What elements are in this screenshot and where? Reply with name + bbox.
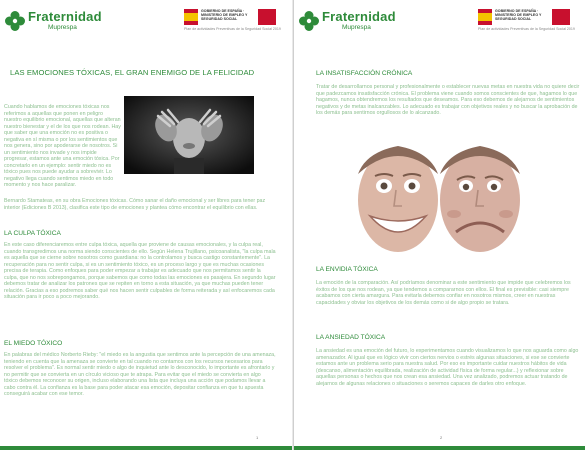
section-body: La ansiedad es una emoción del futuro, lo experimentamos cuando visualizamos lo que nos aguarda como algo amenazador. Al igual que es lógico vivir con ciertos nervios o estrés algunas situaciones, si ese se convierte estamos ante un problema serio para nuestra salud. Por eso es importante cuidar nuestros hábitos de vida (descanso, alimentación equilibrada, realización de actividad física de forma regular...) y reflexionar sobre aquellas personas o hechos que nos crean esa ansiedad. Una vez analizado, podremos actuar tratando de alejarnos de algunas relaciones o situaciones o seremos capaces de darles otro enfoque. xyxy=(316,348,579,387)
page-right xyxy=(293,0,585,450)
section-heading: EL MIEDO TÓXICO xyxy=(4,340,63,347)
spain-flag-icon xyxy=(184,9,198,25)
footer-bar xyxy=(0,446,292,450)
page-header xyxy=(0,8,292,38)
page-number: 2 xyxy=(440,435,443,440)
page-left xyxy=(0,0,292,450)
intro-paragraph: Cuando hablamos de emociones tóxicas nos referimos a aquellas que ponen en peligro nuestro equilibrio emocional, aquellas que alteran nuestro bienestar y el de los que nos rodean. Hay que saber que una emoción no es positiva o negativa en sí misma o por los sentimientos que nos genera, sino por apoderarse de nosotros. Si un sentimiento nos invade y nos impide progresar, estamos ante una emoción tóxica. Por concretarlo en un ejemplo: sentir miedo no es tóxico pues nos puede ayudar a sobrevivir. Lo negativo llega cuando sentimos miedo en todo momento y nos hace paralizar. xyxy=(4,104,121,188)
intro-paragraph-2: Bernardo Stamateas, en su obra Emociones tóxicas. Cómo sanar el daño emocional y ser libres para tener paz interior (Ediciones B 2013), clasifica este tipo de emociones y plantea cómo encontrar el equilibrio con ellas. xyxy=(4,198,266,211)
section-body: En este caso diferenciaremos entre culpa tóxica, aquella que proviene de causas emocionales, y la culpa real, cuando transgredimos una norma siendo conscientes de ello. Según Helena Trujillano, psicoanalista, "la culpa mala es aquella que se cierne sobre nosotros como guardiana: no la controlamos y busca castigo constantemente". La recuperación para no sentir culpa, si es un sentimiento tóxico, es un proceso largo y que es muchas ocasiones precisa de terapia. Como enfoques para poder empezar a trabajar es adecuado que nos permitamos sentir la culpa, que no nos sobrepongamos, porque sabemos que como todas las emociones es pasajera. En segundo lugar debemos tratar de analizar los patrones que se repiten en torno a esta situación, ya que muchas pueden tener relación. Gracias a eso podremos saber qué nos hacen sentir culpables de forma reiterada y así enfocaremos cada situación para ir poco a poco mejorando. xyxy=(4,242,276,300)
plan-text: Plan de actividades Preventivas de la Seguridad Social 2019 xyxy=(478,27,575,31)
section-heading: LA INSATISFACCIÓN CRÓNICA xyxy=(316,70,413,77)
section-body: Tratar de desarrollarnos personal y profesionalmente o establecer nuevas metas en nuestra vida no quiere decir que padezcamos insatisfacción crónica. El problema viene cuando somos conscientes de que, hagamos lo que hagamos, nunca obtendremos los resultados que deseamos. Para eso debemos de alejarnos de sentimientos negativos y de metas inalcanzables. Lo adecuado es trabajar con objetivos reales y no buscar la aprobación de los demás para sentirnos orgullosos de lo alcanzado. xyxy=(316,84,580,116)
section-body: La emoción de la comparación. Así podríamos denominar a este sentimiento que impide que celebremos los éxitos de los que nos rodean, ya que tendemos a compararnos con ellos. El final es previsible: casi siempre acabamos con cierta amargura. Para evitarla debemos confiar en nosotros mismos, creer en nuestras capacidades y obviar los objetivos de los demás como si de algo propio se tratara. xyxy=(316,280,571,306)
brand-name: Fraternidad xyxy=(322,9,396,24)
gov-text: GOBIERNO DE ESPAÑA · MINISTERIO DE EMPLEO Y SEGURIDAD SOCIAL xyxy=(495,9,542,22)
section-heading: LA CULPA TÓXICA xyxy=(4,230,61,237)
gov-red-block xyxy=(258,9,276,25)
clover-logo-icon xyxy=(4,10,26,32)
brand-name: Fraternidad xyxy=(28,9,102,24)
brand-sub: Muprespa xyxy=(48,24,77,31)
footer-bar xyxy=(294,446,585,450)
spain-flag-icon xyxy=(478,9,492,25)
gov-logo xyxy=(478,9,570,25)
stressed-man-photo xyxy=(124,96,254,174)
page-header xyxy=(294,8,585,38)
section-heading: LA ANSIEDAD TÓXICA xyxy=(316,334,386,341)
page-number: 1 xyxy=(256,435,259,440)
section-heading: LA ENVIDIA TÓXICA xyxy=(316,266,378,273)
gov-red-block xyxy=(552,9,570,25)
clover-logo-icon xyxy=(298,10,320,32)
section-body: En palabras del médico Norberto Rieby: "el miedo es la angustia que sentimos ante la percepción de una amenaza, teniendo en cuenta que la amenaza se convierte en tal cuando no contamos con los recursos necesarios para resolver el problema". Es normal sentir miedo o algo de inquietud ante lo desconocido, lo importante es afrontarlo y no permitir que se convierta en un círculo vicioso que te atrapa. Para evitar que el miedo se convierta en algo tóxico debemos reconocer su origen, incluso elaborando una lista que incluya una acción que podamos llevar a cabo contra él. La confianza es la base para poder atacar esa emoción, depositar confianza en que tu apuesta conseguirá acabar con ese temor. xyxy=(4,352,276,397)
plan-text: Plan de actividades Preventivas de la Seguridad Social 2019 xyxy=(184,27,281,31)
gov-text: GOBIERNO DE ESPAÑA · MINISTERIO DE EMPLEO Y SEGURIDAD SOCIAL xyxy=(201,9,248,22)
article-title: LAS EMOCIONES TÓXICAS, EL GRAN ENEMIGO DE LA FELICIDAD xyxy=(10,68,255,77)
brand-sub: Muprespa xyxy=(342,24,371,31)
gov-logo xyxy=(184,9,276,25)
two-faces-photo xyxy=(344,140,534,258)
